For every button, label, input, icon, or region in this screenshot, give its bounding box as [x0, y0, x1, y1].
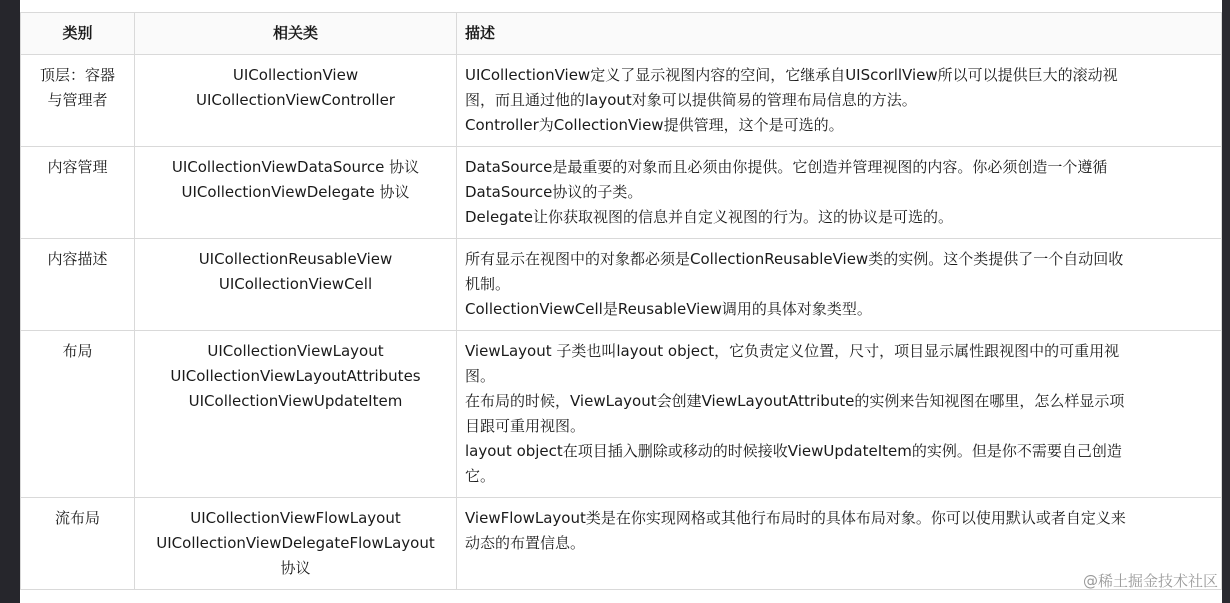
- classes-cell: [135, 239, 457, 331]
- class-name: UICollectionViewDataSource 协议: [171, 158, 420, 176]
- description-line: 图，而且通过他的layout对象可以提供简易的管理布局信息的方法。: [465, 91, 917, 109]
- header-description: 描述: [457, 13, 1222, 55]
- description-cell: [457, 147, 1222, 239]
- description-line: 动态的布置信息。: [465, 534, 586, 552]
- table-header-row: [21, 13, 1222, 55]
- description-line: 图。: [465, 367, 496, 385]
- category-cell: [21, 147, 135, 239]
- right-dark-edge: [1222, 0, 1230, 603]
- table-row: [21, 331, 1222, 498]
- description-line: CollectionViewCell是ReusableView调用的具体对象类型。: [465, 300, 872, 318]
- description-line: 机制。: [465, 275, 511, 293]
- class-name: 协议: [280, 559, 311, 577]
- class-name: UICollectionViewCell: [218, 275, 373, 293]
- table-row: [21, 498, 1222, 590]
- class-name: UICollectionViewLayoutAttributes: [170, 367, 421, 385]
- class-name: UICollectionViewController: [196, 91, 395, 109]
- description-line: ViewLayout 子类也叫layout object，它负责定义位置，尺寸，项目显示属性跟视图中的可重用视: [465, 342, 1120, 360]
- left-dark-edge: [0, 0, 20, 603]
- description-line: Delegate让你获取视图的信息并自定义视图的行为。这的协议是可选的。: [465, 208, 954, 226]
- class-name: UICollectionViewDelegateFlowLayout: [156, 534, 435, 552]
- table-row: [21, 55, 1222, 147]
- class-name: UICollectionViewFlowLayout: [190, 509, 401, 527]
- header-category: 类别: [21, 13, 135, 55]
- class-name: UICollectionViewLayout: [207, 342, 384, 360]
- description-line: 目跟可重用视图。: [465, 417, 586, 435]
- category-text: 布局: [62, 342, 93, 360]
- description-line: 它。: [465, 467, 496, 485]
- description-line: 在布局的时候，ViewLayout会创建ViewLayoutAttribute的实例来告知视图在哪里，怎么样显示项: [465, 392, 1125, 410]
- class-name: UICollectionViewUpdateItem: [188, 392, 403, 410]
- category-cell: [21, 55, 135, 147]
- category-text: 内容管理: [47, 158, 108, 176]
- table-row: [21, 147, 1222, 239]
- class-name: UICollectionView: [232, 66, 359, 84]
- table-row: [21, 239, 1222, 331]
- watermark-text: @稀土掘金技术社区: [1082, 572, 1218, 590]
- description-line: Controller为CollectionView提供管理，这个是可选的。: [465, 116, 844, 134]
- description-cell: [457, 55, 1222, 147]
- description-line: ViewFlowLayout类是在你实现网格或其他行布局时的具体布局对象。你可以使用默认或者自定义来: [465, 509, 1126, 527]
- description-line: UICollectionView定义了显示视图内容的空间，它继承自UIScorllView所以可以提供巨大的滚动视: [465, 66, 1118, 84]
- description-cell: [457, 239, 1222, 331]
- description-line: DataSource是最重要的对象而且必须由你提供。它创造并管理视图的内容。你必须创造一个遵循: [465, 158, 1108, 176]
- classes-cell: [135, 498, 457, 590]
- description-cell: [457, 331, 1222, 498]
- description-line: layout object在项目插入删除或移动的时候接收ViewUpdateItem的实例。但是你不需要自己创造: [465, 442, 1122, 460]
- category-cell: [21, 498, 135, 590]
- class-name: UICollectionReusableView: [198, 250, 393, 268]
- description-line: 所有显示在视图中的对象都必须是CollectionReusableView类的实例。这个类提供了一个自动回收: [465, 250, 1124, 268]
- category-text: 流布局: [54, 509, 100, 527]
- classes-cell: [135, 147, 457, 239]
- collection-view-classes-table: [20, 12, 1222, 590]
- class-name: UICollectionViewDelegate 协议: [181, 183, 410, 201]
- category-cell: [21, 239, 135, 331]
- category-text: 顶层：容器: [39, 66, 115, 84]
- classes-cell: [135, 55, 457, 147]
- header-related-classes: 相关类: [135, 13, 457, 55]
- category-text: 与管理者: [47, 91, 108, 109]
- description-line: DataSource协议的子类。: [465, 183, 643, 201]
- category-text: 内容描述: [47, 250, 108, 268]
- classes-cell: [135, 331, 457, 498]
- category-cell: [21, 331, 135, 498]
